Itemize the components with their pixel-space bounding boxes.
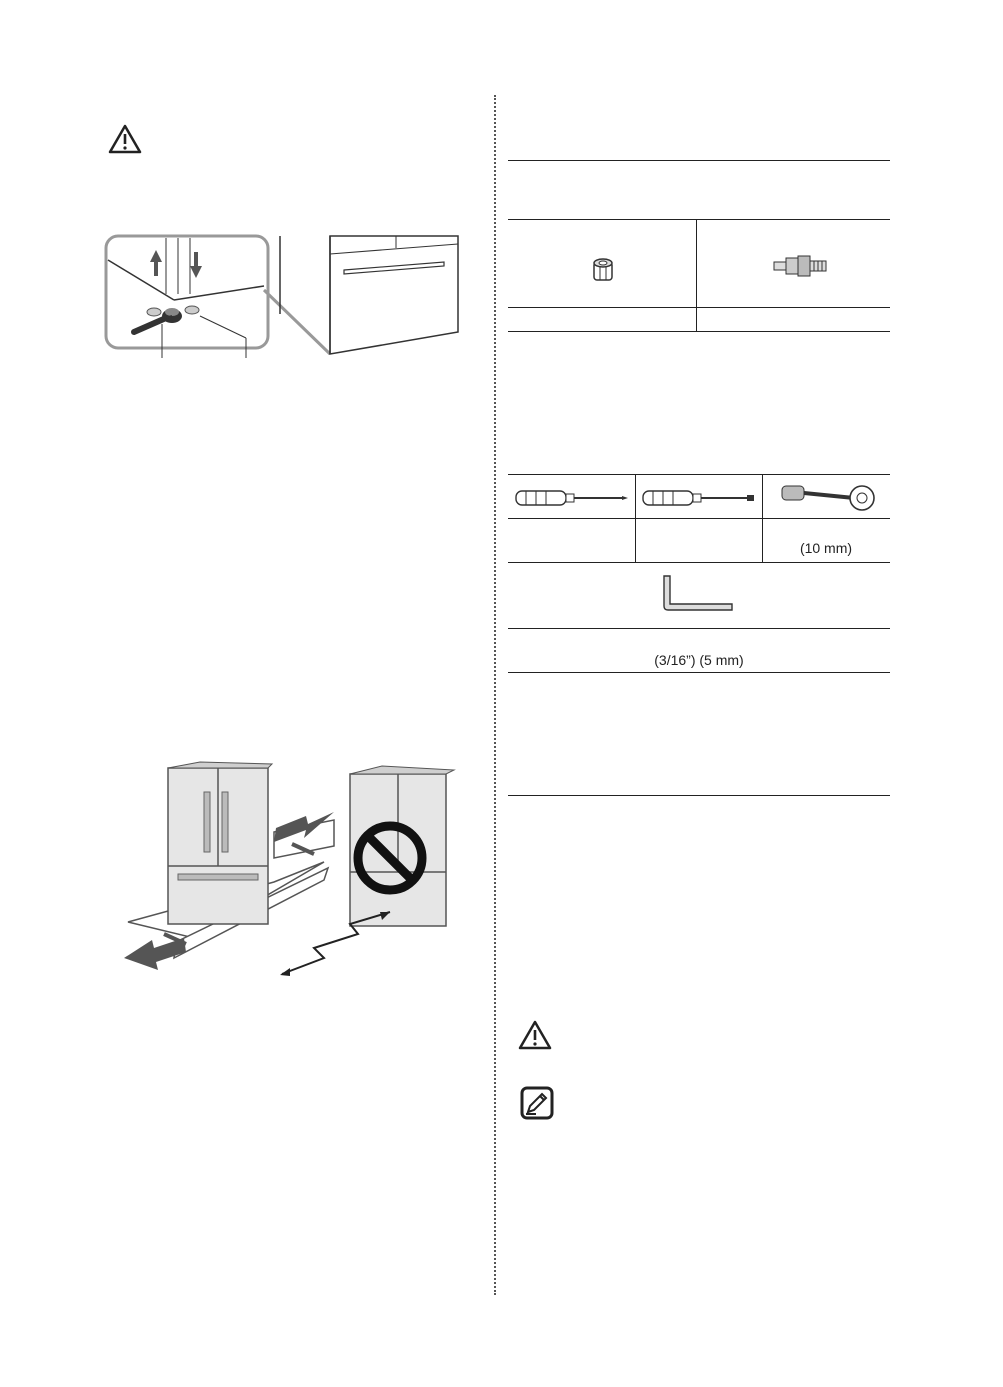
tools-table-row2-rule: [508, 562, 890, 563]
parts-table-bottom-rule: [508, 331, 890, 332]
parts-table-header-rule: [508, 219, 890, 220]
warning-triangle-icon: [518, 1020, 552, 1050]
leveling-foot-illustration: [104, 232, 464, 362]
phillips-screwdriver-icon: [514, 488, 630, 508]
column-divider: [494, 95, 496, 1295]
note-pencil-icon: [520, 1086, 554, 1120]
socket-wrench-icon: [780, 480, 884, 514]
tools-table-top-rule: [508, 474, 890, 475]
hex-key-size-text: (3/16”) (5 mm): [654, 652, 744, 668]
parts-table-top-rule: [508, 160, 890, 161]
warning-triangle-icon: [108, 124, 142, 154]
tools-table-row3-rule: [508, 628, 890, 629]
socket-size-text: (10 mm): [799, 540, 853, 556]
flat-screwdriver-icon: [641, 488, 757, 508]
parts-table-mid-rule: [508, 307, 890, 308]
section-rule: [508, 795, 890, 796]
nut-icon: [592, 256, 614, 282]
tools-table-row1-rule: [508, 518, 890, 519]
parts-table-divider: [696, 219, 697, 331]
moving-fridge-illustration: [124, 762, 464, 982]
tools-table-bottom-rule: [508, 672, 890, 673]
hex-key-icon: [660, 574, 736, 614]
fitting-icon: [772, 254, 832, 278]
